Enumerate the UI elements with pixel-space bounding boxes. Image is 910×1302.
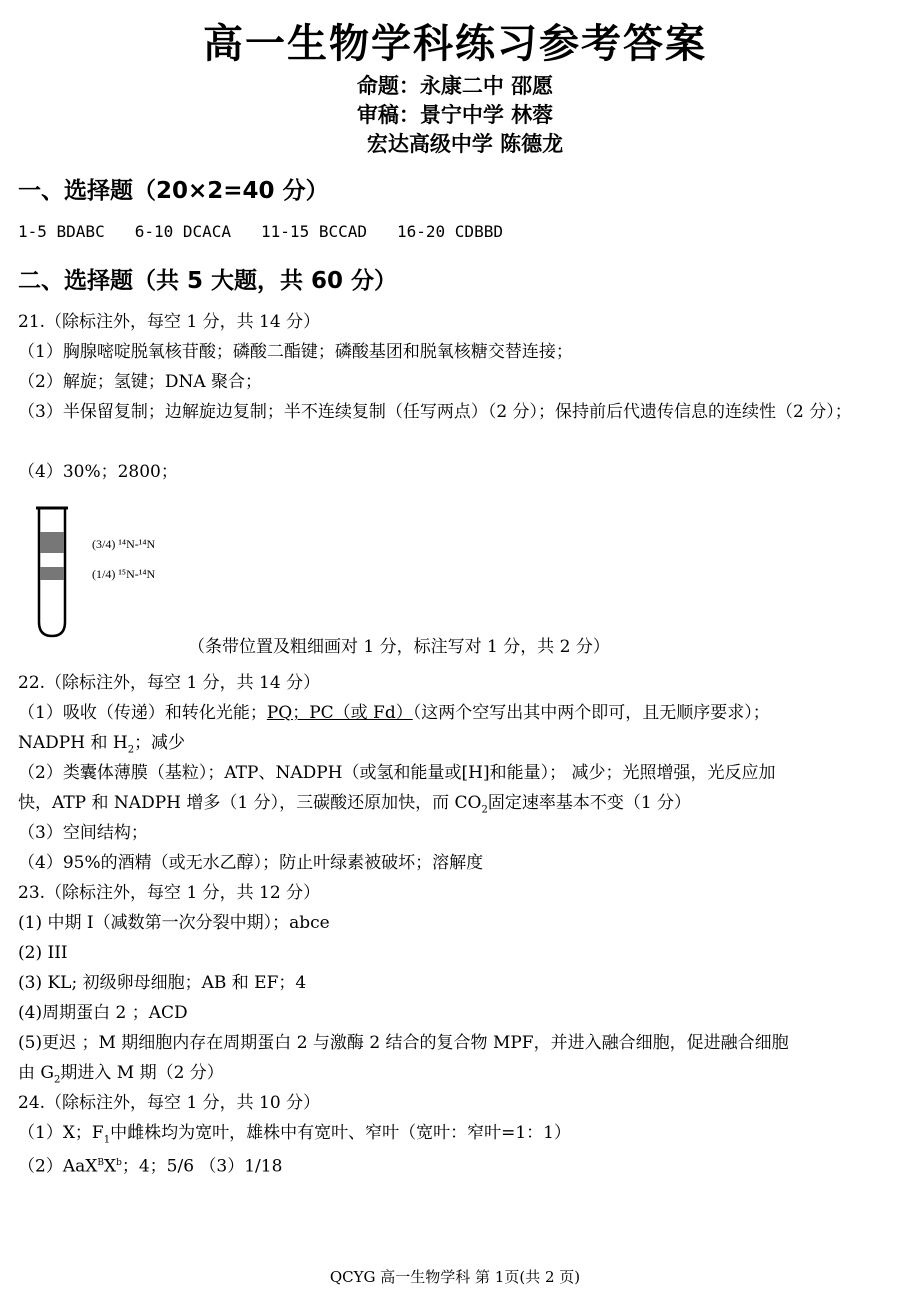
band-label-15n: (1/4) ¹⁵N-¹⁴N [92, 567, 156, 581]
reviewer-line-1: 审稿：景宁中学 林蓉 [356, 103, 554, 127]
q21-part3: （3）半保留复制；边解旋边复制；半不连续复制（任写两点）（2 分）；保持前后代遗传信息的连续性（2 分）； [18, 402, 852, 422]
band-15n-14n [40, 567, 64, 580]
q22-part1-underlined: PQ；PC（或 Fd） [266, 703, 413, 723]
q21-part4: （4）30%；2800； [18, 462, 178, 482]
q24-part1-b: 中雌株均为宽叶，雄株中有宽叶、窄叶（宽叶：窄叶=1：1） [110, 1123, 571, 1143]
choice-answers [18, 217, 894, 247]
q22-part2-c: 固定速率基本不变（1 分） [487, 793, 692, 813]
q21-header: 21.（除标注外，每空 1 分，共 14 分） [18, 312, 321, 332]
q24-part2-a: （2）AaX [18, 1156, 98, 1177]
q22-part1-c: （这两个空写出其中两个即可，且无顺序要求）； [412, 703, 770, 723]
test-tube-diagram [30, 504, 80, 644]
q22-part2: （2）类囊体薄膜（基粒）；ATP、NADPH（或氢和能量或[H]和能量）； 减少；光照增强，光反应加 [18, 763, 776, 783]
q24-header: 24.（除标注外，每空 1 分，共 10 分） [18, 1093, 321, 1113]
xb-lower-superscript: b [116, 1158, 122, 1168]
answers-6-10: 6-10 DCACA [134, 222, 232, 241]
q22-part1 [18, 698, 894, 728]
q22-part1-a: （1）吸收（传递）和转化光能； [18, 703, 267, 723]
g2-subscript: 2 [53, 1074, 61, 1086]
q23-part5-c: 期进入 M 期（2 分） [60, 1063, 224, 1083]
q22-part3: （3）空间结构； [18, 823, 148, 843]
answers-11-15: 11-15 BCCAD [261, 222, 367, 241]
h2-subscript: 2 [127, 744, 135, 756]
page-footer: QCYG 高一生物学科 第 1页(共 2 页) [329, 1268, 581, 1286]
q24-part2 [18, 1148, 894, 1182]
answers-1-5: 1-5 BDABC [18, 222, 105, 241]
q23-part2: (2) III [18, 943, 68, 963]
section-2-heading: 二、选择题（共 5 大题，共 60 分） [18, 268, 398, 294]
q22-decrease: ；减少 [134, 733, 186, 753]
section-1-heading: 一、选择题（20×2=40 分） [18, 178, 329, 204]
band-14n-14n [40, 532, 64, 553]
q22-part2-b: 快，ATP 和 NADPH 增多（1 分），三碳酸还原加快，而 CO [18, 793, 482, 813]
f1-subscript: 1 [103, 1134, 111, 1146]
q24-part2-x: X [103, 1156, 117, 1177]
q23-header: 23.（除标注外，每空 1 分，共 12 分） [18, 883, 321, 903]
q21-part1: （1）胸腺嘧啶脱氧核苷酸；磷酸二酯键；磷酸基团和脱氧核糖交替连接； [18, 342, 573, 362]
author-line: 命题：永康二中 邵愿 [356, 74, 554, 98]
q23-part5-b: 由 G [18, 1063, 54, 1083]
q22-header: 22.（除标注外，每空 1 分，共 14 分） [18, 673, 321, 693]
q21-part2: （2）解旋；氢键；DNA 聚合； [18, 372, 263, 392]
reviewer-line-2: 宏达高级中学 陈德龙 [366, 132, 564, 156]
page-title: 高一生物学科练习参考答案 [203, 21, 707, 67]
q23-part3: (3) KL; 初级卵母细胞；AB 和 EF；4 [18, 973, 307, 993]
q23-part4: (4)周期蛋白 2 ；ACD [18, 1003, 188, 1023]
q23-part5: (5)更迟 ；M 期细胞内存在周期蛋白 2 与激酶 2 结合的复合物 MPF，并进入融合细胞，促进融合细胞 [18, 1033, 789, 1053]
q24-part2-b: ；4；5/6 （3）1/18 [121, 1156, 283, 1177]
q22-nadph: NADPH 和 H [18, 733, 128, 753]
q22-part4: （4）95%的酒精（或无水乙醇）；防止叶绿素被破坏；溶解度 [18, 853, 484, 873]
xb-superscript: B [97, 1158, 104, 1168]
band-label-14n: (3/4) ¹⁴N-¹⁴N [92, 537, 156, 551]
diagram-caption: （条带位置及粗细画对 1 分，标注写对 1 分，共 2 分） [188, 637, 610, 657]
q24-part1-a: （1）X；F [18, 1123, 104, 1143]
co2-subscript: 2 [481, 804, 488, 816]
answers-16-20: 16-20 CDBBD [397, 222, 503, 241]
q23-part1: (1) 中期 I（减数第一次分裂中期）；abce [18, 913, 330, 933]
